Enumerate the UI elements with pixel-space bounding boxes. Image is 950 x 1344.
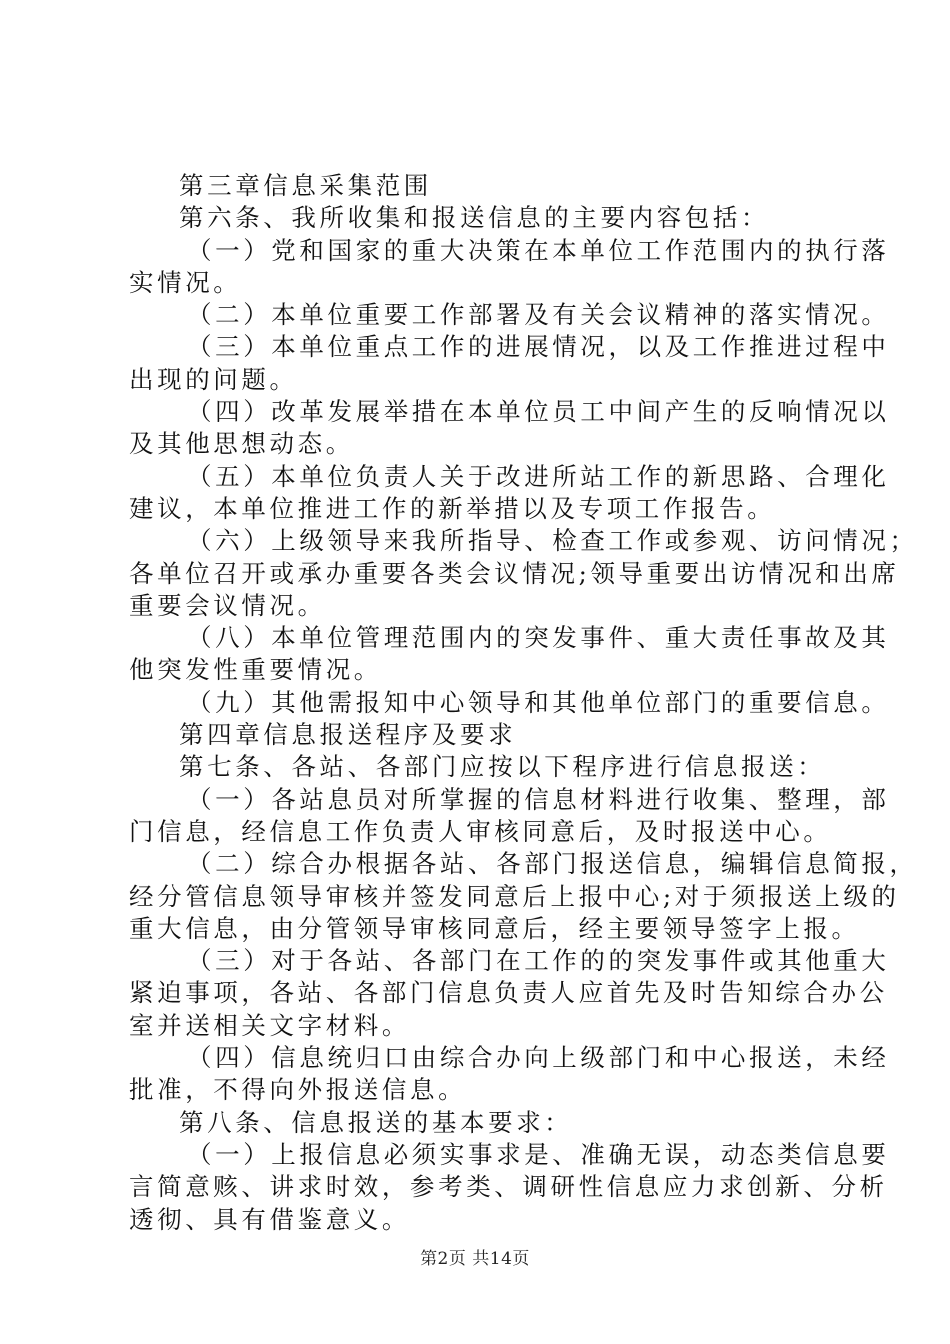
paragraph-line: 透彻、具有借鉴意义。 <box>129 1204 410 1234</box>
paragraph-line: （二）本单位重要工作部署及有关会议精神的落实情况。 <box>187 300 890 330</box>
paragraph-line: 实情况。 <box>129 267 242 297</box>
paragraph-line: 各单位召开或承办重要各类会议情况;领导重要出访情况和出席 <box>129 558 900 588</box>
article-heading: 第六条、我所收集和报送信息的主要内容包括： <box>179 203 770 233</box>
article-heading: 第七条、各站、各部门应按以下程序进行信息报送： <box>179 752 826 782</box>
paragraph-line: 重大信息，由分管领导审核同意后，经主要领导签字上报。 <box>129 913 860 943</box>
paragraph-line: 建议，本单位推进工作的新举措以及专项工作报告。 <box>129 493 776 523</box>
paragraph-line: 紧迫事项，各站、各部门信息负责人应首先及时告知综合办公 <box>129 978 888 1008</box>
paragraph-line: （九）其他需报知中心领导和其他单位部门的重要信息。 <box>187 687 890 717</box>
paragraph-line: 他突发性重要情况。 <box>129 655 382 685</box>
paragraph-line: 门信息，经信息工作负责人审核同意后，及时报送中心。 <box>129 816 832 846</box>
document-body <box>129 170 918 1236</box>
paragraph-line: （一）上报信息必须实事求是、准确无误，动态类信息要 <box>187 1139 890 1169</box>
paragraph-line: 及其他思想动态。 <box>129 429 354 459</box>
paragraph-line: （一）各站息员对所掌握的信息材料进行收集、整理，部 <box>187 784 890 814</box>
paragraph-line: （四）改革发展举措在本单位员工中间产生的反响情况以 <box>187 397 890 427</box>
paragraph-line: 经分管信息领导审核并签发同意后上报中心;对于须报送上级的 <box>129 881 900 911</box>
chapter-heading: 第四章信息报送程序及要求 <box>179 720 517 750</box>
paragraph-line: 室并送相关文字材料。 <box>129 1010 410 1040</box>
paragraph-line: （四）信息统归口由综合办向上级部门和中心报送，未经 <box>187 1043 890 1073</box>
page-number-footer: 第2页 共14页 <box>420 1249 530 1269</box>
paragraph-line: 出现的问题。 <box>129 364 298 394</box>
paragraph-line: （五）本单位负责人关于改进所站工作的新思路、合理化 <box>187 461 890 491</box>
paragraph-line: 批准，不得向外报送信息。 <box>129 1075 467 1105</box>
paragraph-line: （一）党和国家的重大决策在本单位工作范围内的执行落 <box>187 235 890 265</box>
paragraph-line: （二）综合办根据各站、各部门报送信息，编辑信息简报， <box>187 849 918 879</box>
paragraph-line: 言简意赅、讲求时效，参考类、调研性信息应力求创新、分析 <box>129 1172 888 1202</box>
paragraph-line: （三）对于各站、各部门在工作的的突发事件或其他重大 <box>187 946 890 976</box>
chapter-heading: 第三章信息采集范围 <box>179 171 432 200</box>
article-heading: 第八条、信息报送的基本要求： <box>179 1107 573 1137</box>
paragraph-line: （六）上级领导来我所指导、检查工作或参观、访问情况； <box>187 526 918 556</box>
paragraph-line: 重要会议情况。 <box>129 590 326 620</box>
paragraph-line: （三）本单位重点工作的进展情况，以及工作推进过程中 <box>187 332 890 362</box>
paragraph-line: （八）本单位管理范围内的突发事件、重大责任事故及其 <box>187 623 890 653</box>
